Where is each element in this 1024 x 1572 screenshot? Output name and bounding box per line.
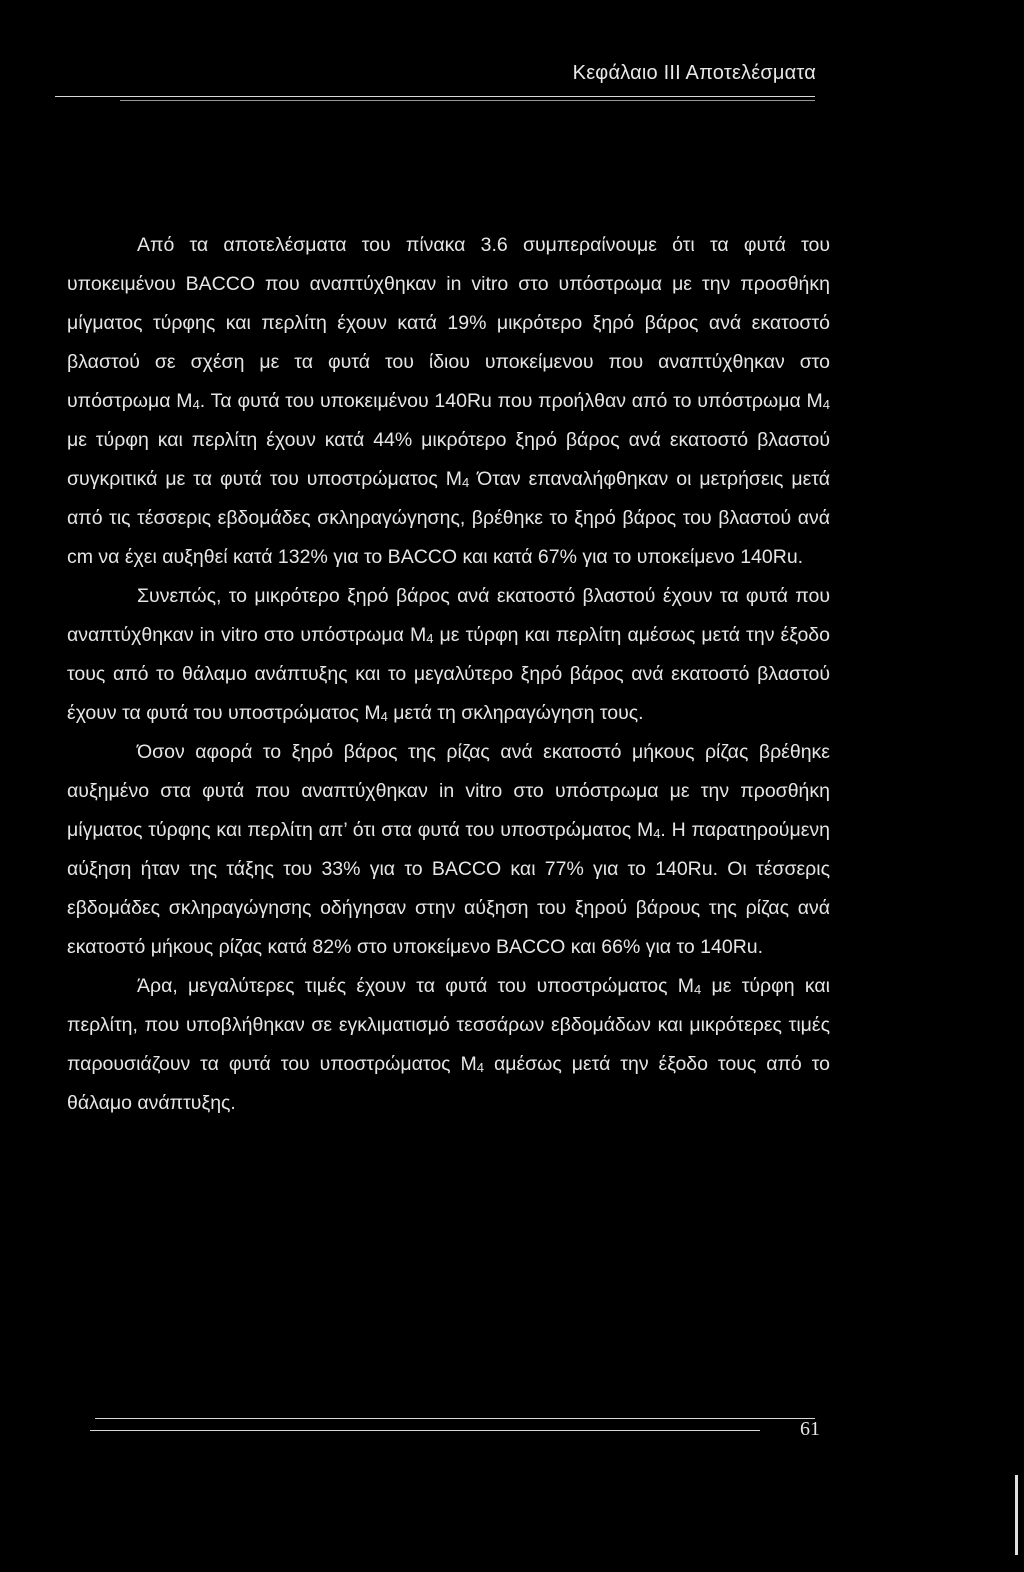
paragraph-4 <box>67 967 830 1123</box>
subscript: 4 <box>822 397 830 412</box>
text-run: μετά τη σκληραγώγηση τους. <box>387 702 644 724</box>
text-run: Άρα, μεγαλύτερες τιμές έχουν τα φυτά του υποστρώματος Μ <box>137 975 695 997</box>
paragraph-1 <box>67 226 830 577</box>
paragraph-3 <box>67 733 830 967</box>
subscript: 4 <box>694 982 702 997</box>
text-run: Συνεπώς, το μικρότερο ξηρό βάρος ανά εκατοστό βλαστού έχουν τα φυτά που αναπτύχθηκαν in vitro στο υπόστρωμα Μ <box>67 585 830 646</box>
chapter-header: Κεφάλαιο ΙΙΙ Αποτελέσματα <box>572 62 816 84</box>
header-rule-secondary <box>120 100 815 101</box>
text-run: . Τα φυτά του υποκειμένου 140Ru που προήλθαν από το υπόστρωμα Μ <box>199 390 823 412</box>
page-number: 61 <box>800 1418 820 1440</box>
edge-mark <box>1015 1475 1018 1555</box>
text-run: Από τα αποτελέσματα του πίνακα 3.6 συμπεραίνουμε ότι τα φυτά του υποκειμένου BACCO που αναπτύχθηκαν in vitro στο υπόστρωμα με την προσθήκη μίγματος τύρφης και περλίτη έχουν κατά 19% μικρότερο ξηρό βάρος ανά εκατοστό βλαστού σε σχέση με τα φυτά του ίδιου υποκείμενου που αναπτύχθηκαν στο υπόστρωμα Μ <box>67 234 830 412</box>
subscript: 4 <box>653 826 661 841</box>
text-run: με τύρφη και περλίτη έχουν κατά 44% μικρότερο ξηρό βάρος ανά εκατοστό βλαστού συγκριτικά με τα φυτά του υποστρώματος Μ <box>67 429 830 490</box>
subscript: 4 <box>461 475 470 490</box>
subscript: 4 <box>192 397 200 412</box>
text-run: αμέσως μετά την έξοδο τους από το θάλαμο ανάπτυξης. <box>67 1053 830 1114</box>
footer-rule-secondary <box>90 1430 760 1431</box>
text-run: Όταν επαναλήφθηκαν οι μετρήσεις μετά από τις τέσσερις εβδομάδες σκληραγώγησης, βρέθηκε το ξηρό βάρος του βλαστού ανά cm να έχει αυξηθεί κατά 132% για το BACCO και κατά 67% για το υποκείμενο 140Ru. <box>67 468 830 568</box>
subscript: 4 <box>476 1060 484 1075</box>
text-run: . Η παρατηρούμενη αύξηση ήταν της τάξης του 33% για το BACCO και 77% για το 140Ru. Οι τέσσερις εβδομάδες σκληραγώγησης οδήγησαν στην αύξηση του ξηρού βάρους της ρίζας ανά εκατοστό μήκους ρίζας κατά 82% στο υποκείμενο BACCO και 66% για το 140Ru. <box>67 819 830 958</box>
text-run: με τύρφη και περλίτη, που υποβλήθηκαν σε εγκλιματισμό τεσσάρων εβδομάδων και μικρότερες τιμές παρουσιάζουν τα φυτά του υποστρώματος Μ <box>67 975 830 1075</box>
subscript: 4 <box>426 631 434 646</box>
header-rule <box>55 96 815 97</box>
text-run: με τύρφη και περλίτη αμέσως μετά την έξοδο τους από το θάλαμο ανάπτυξης και το μεγαλύτερο ξηρό βάρος ανά εκατοστό βλαστού έχουν τα φυτά του υποστρώματος Μ <box>67 624 830 724</box>
subscript: 4 <box>380 709 388 724</box>
body-text <box>67 226 830 1123</box>
paragraph-2 <box>67 577 830 733</box>
footer-rule <box>95 1418 815 1419</box>
text-run: Όσον αφορά το ξηρό βάρος της ρίζας ανά εκατοστό μήκους ρίζας βρέθηκε αυξημένο στα φυτά που αναπτύχθηκαν in vitro στο υπόστρωμα με την προσθήκη μίγματος τύρφης και περλίτη απ’ ότι στα φυτά του υποστρώματος Μ <box>67 741 830 841</box>
